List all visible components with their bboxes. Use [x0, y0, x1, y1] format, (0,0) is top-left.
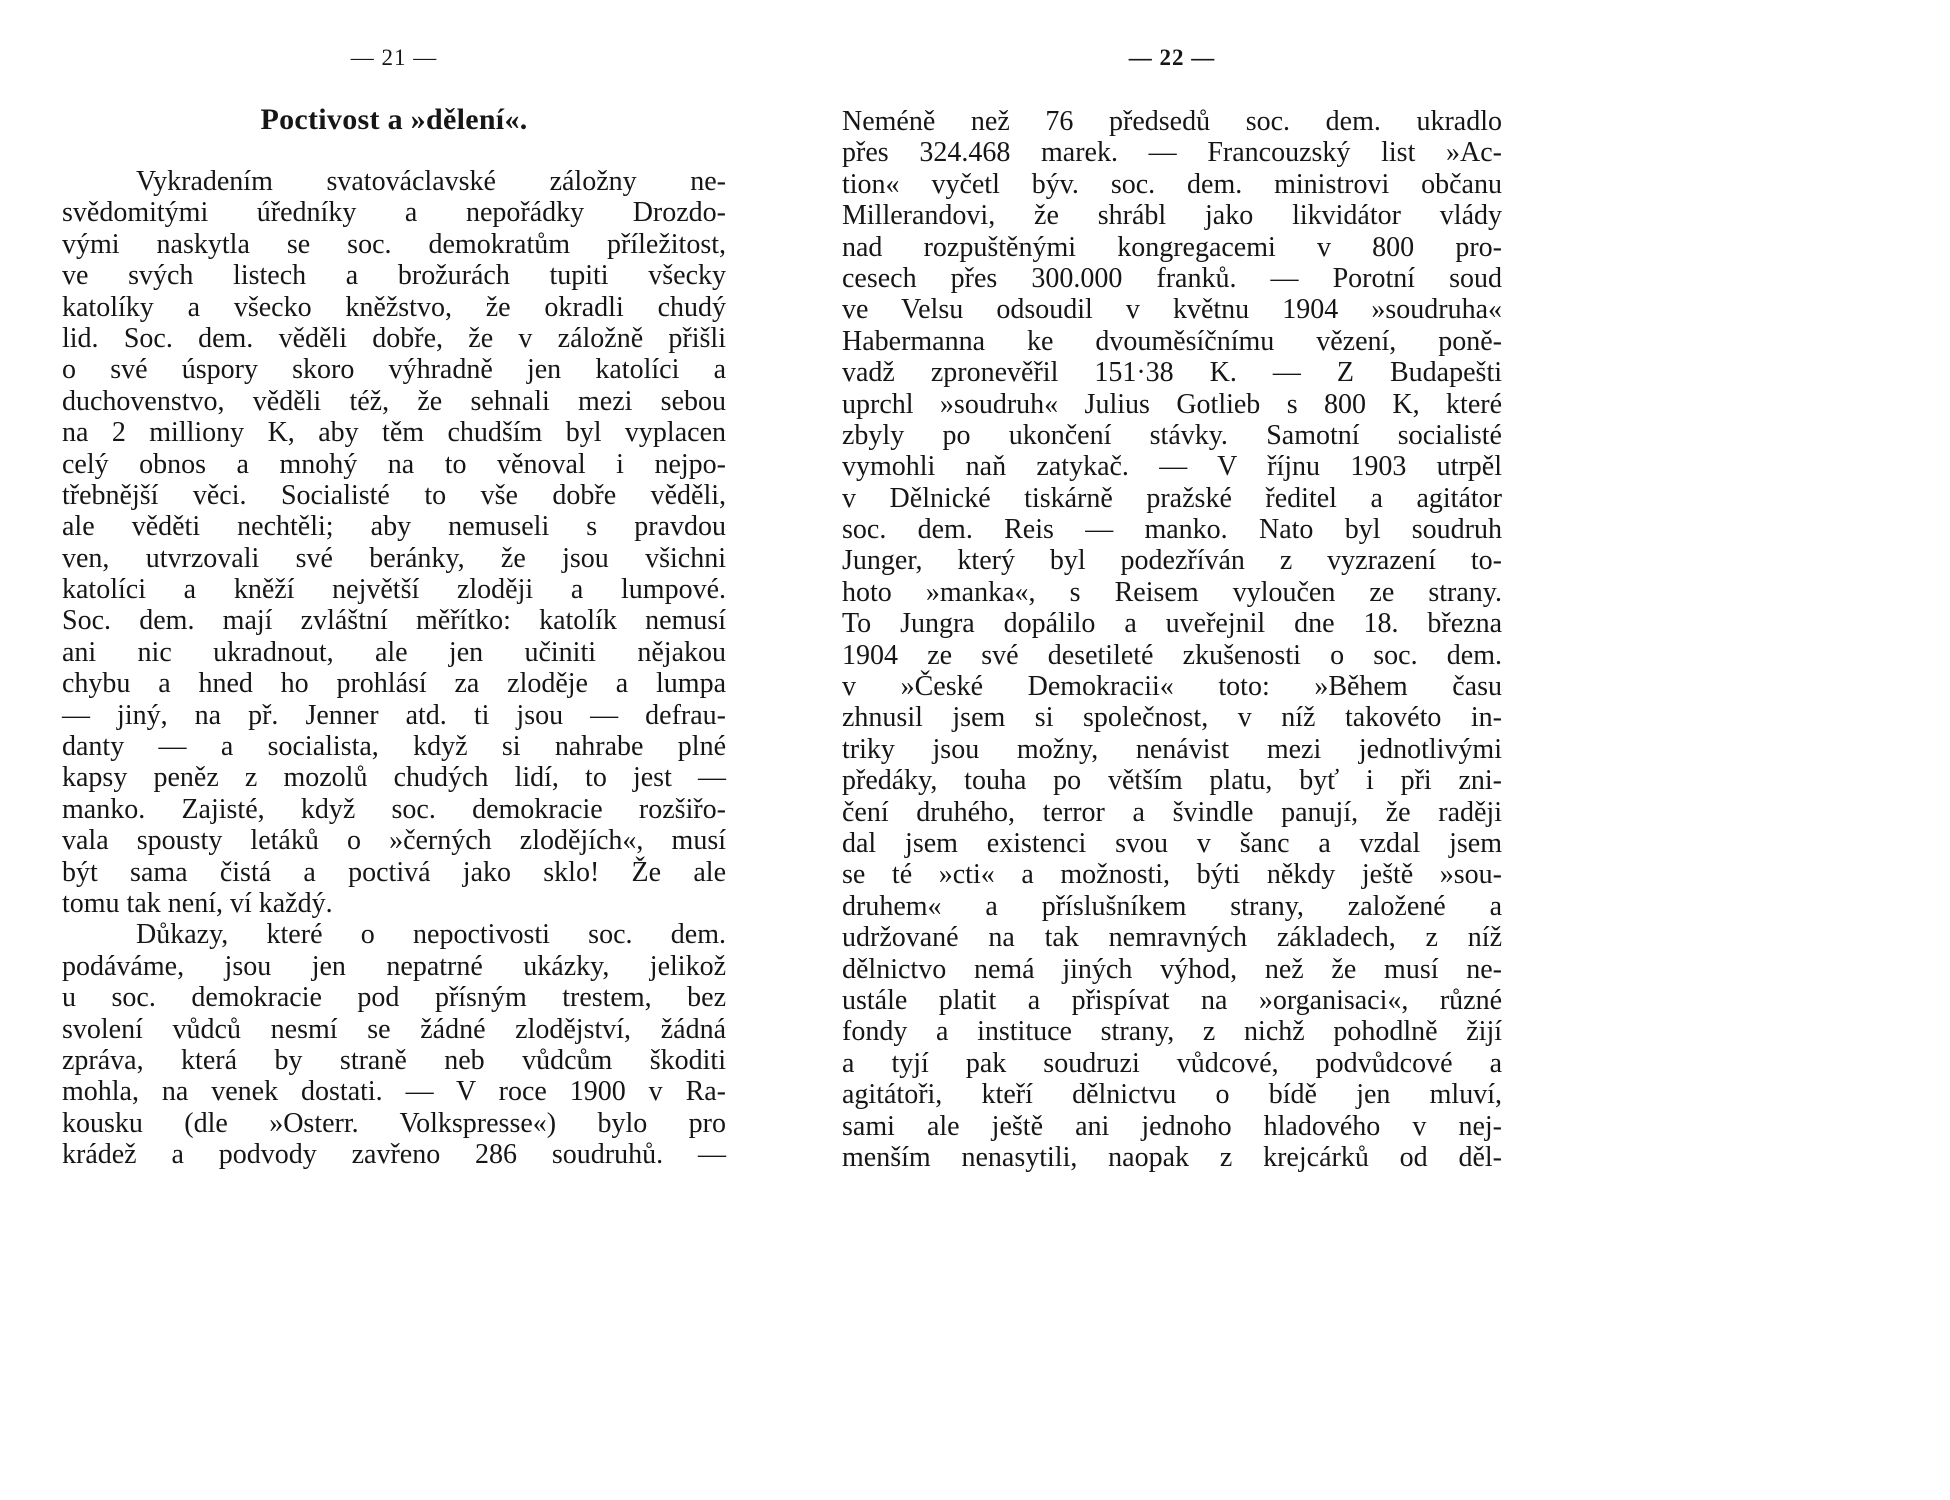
text-line: Soc. dem. mají zvláštní měřítko: katolík nemusí [62, 605, 726, 637]
page-number-left: — 21 — [350, 45, 438, 70]
text-line: druhem« a příslušníkem strany, založené a [842, 890, 1502, 922]
text-line: na 2 milliony K, aby těm chudším byl vyplacen [62, 417, 726, 449]
text-line: ani nic ukradnout, ale jen učiniti nějakou [62, 636, 726, 668]
text-line: ale věděti nechtěli; aby nemuseli s pravdou [62, 511, 726, 543]
right-page [842, 0, 1502, 1208]
text-line: manko. Zajisté, když soc. demokracie rozšiřo- [62, 793, 726, 825]
text-line: Vykradením svatováclavské záložny ne- [136, 166, 726, 197]
text-line: dal jsem existenci svou v šanc a vzdal jsem [842, 827, 1502, 859]
text-line: čení druhého, terror a švindle panují, že raději [842, 796, 1502, 828]
text-line: zbyly po ukončení stávky. Samotní socialisté [842, 419, 1502, 451]
text-line: lid. Soc. dem. věděli dobře, že v záložně přišli [62, 322, 726, 354]
left-page [62, 0, 726, 1208]
text-line: krádež a podvody zavřeno 286 soudruhů. — [62, 1139, 726, 1171]
text-line: předáky, touha po větším platu, byť i při zni- [842, 765, 1502, 797]
text-line: o své úspory skoro výhradně jen katolíci a [62, 354, 726, 386]
text-line: podáváme, jsou jen nepatrné ukázky, jelikož [62, 950, 726, 982]
text-line: ustále platit a přispívat na »organisaci«, různé [842, 984, 1502, 1016]
right-page-text [842, 106, 1502, 1173]
text-line: tomu tak není, ví každý. [62, 887, 333, 919]
text-line: menším nenasytili, naopak z krejcárků od děl- [842, 1141, 1502, 1173]
text-line: dělnictvo nemá jiných výhod, než že musí ne- [842, 953, 1502, 985]
text-line: přes 324.468 marek. — Francouzský list »Ac- [842, 137, 1502, 169]
text-line: svědomitými úředníky a nepořádky Drozdo- [62, 197, 726, 229]
text-line: kapsy peněz z mozolů chudých lidí, to jest — [62, 762, 726, 794]
chapter-heading: Poctivost a »dělení«. [260, 103, 528, 136]
left-page-text [62, 166, 726, 1171]
text-line: To Jungra dopálilo a uveřejnil dne 18. března [842, 608, 1502, 640]
text-line: vými naskytla se soc. demokratům příležitost, [62, 228, 726, 260]
text-line: duchovenstvo, věděli též, že sehnali mezi sebou [62, 385, 726, 417]
text-line: nad rozpuštěnými kongregacemi v 800 pro- [842, 231, 1502, 263]
text-line: u soc. demokracie pod přísným trestem, bez [62, 982, 726, 1014]
text-line: ve Velsu odsoudil v květnu 1904 »soudruha« [842, 294, 1502, 326]
text-line: se té »cti« a možnosti, býti někdy ještě »sou- [842, 859, 1502, 891]
text-line: cesech přes 300.000 franků. — Porotní soud [842, 262, 1502, 294]
page-number-right: — 22 — [1128, 45, 1216, 70]
text-line: ven, utvrzovali své beránky, že jsou všichni [62, 542, 726, 574]
text-line: ve svých listech a brožurách tupiti všecky [62, 260, 726, 292]
text-line: celý obnos a mnohý na to věnoval i nejpo- [62, 448, 726, 480]
text-line: agitátoři, kteří dělnictvu o bídě jen mluví, [842, 1079, 1502, 1111]
text-line: svolení vůdců nesmí se žádné zlodějství, žádná [62, 1013, 726, 1045]
text-line: mohla, na venek dostati. — V roce 1900 v Ra- [62, 1076, 726, 1108]
text-line: fondy a instituce strany, z nichž pohodlně žijí [842, 1016, 1502, 1048]
text-line: Millerandovi, že shrábl jako likvidátor vlády [842, 200, 1502, 232]
text-line: vala spousty letáků o »černých zlodějích«, musí [62, 825, 726, 857]
text-line: Habermanna ke dvouměsíčnímu vězení, poně- [842, 325, 1502, 357]
text-line: třebnější věci. Socialisté to vše dobře věděli, [62, 479, 726, 511]
text-line: Neméně než 76 předsedů soc. dem. ukradlo [842, 106, 1502, 137]
text-line: uprchl »soudruh« Julius Gotlieb s 800 K, které [842, 388, 1502, 420]
text-line: 1904 ze své desetileté zkušenosti o soc. dem. [842, 639, 1502, 671]
text-line: Junger, který byl podezříván z vyzrazení to- [842, 545, 1502, 577]
text-line: vymohli naň zatykač. — V říjnu 1903 utrpěl [842, 451, 1502, 483]
text-line: soc. dem. Reis — manko. Nato byl soudruh [842, 514, 1502, 546]
text-line: tion« vyčetl býv. soc. dem. ministrovi občanu [842, 168, 1502, 200]
text-line: — jiný, na př. Jenner atd. ti jsou — defrau- [62, 699, 726, 731]
text-line: a tyjí pak soudruzi vůdcové, podvůdcové a [842, 1047, 1502, 1079]
text-line: Důkazy, které o nepoctivosti soc. dem. [136, 919, 726, 951]
text-line: být sama čistá a poctivá jako sklo! Že ale [62, 856, 726, 888]
text-line: katolíci a kněží největší zloději a lumpové. [62, 574, 726, 606]
text-line: kousku (dle »Osterr. Volkspresse«) bylo pro [62, 1107, 726, 1139]
text-line: hoto »manka«, s Reisem vyloučen ze strany. [842, 576, 1502, 608]
text-line: triky jsou možny, nenávist mezi jednotlivými [842, 733, 1502, 765]
text-line: v »České Demokracii« toto: »Během času [842, 671, 1502, 703]
text-line: zhnusil jsem si společnost, v níž takovéto in- [842, 702, 1502, 734]
text-line: vadž zpronevěřil 151·38 K. — Z Budapešti [842, 357, 1502, 389]
text-line: katolíky a všecko kněžstvo, že okradli chudý [62, 291, 726, 323]
text-line: v Dělnické tiskárně pražské ředitel a agitátor [842, 482, 1502, 514]
text-line: danty — a socialista, když si nahrabe plné [62, 731, 726, 763]
text-line: udržované na tak nemravných základech, z níž [842, 922, 1502, 954]
text-line: chybu a hned ho prohlásí za zloděje a lumpa [62, 668, 726, 700]
text-line: zpráva, která by straně neb vůdcům škoditi [62, 1044, 726, 1076]
text-line: sami ale ještě ani jednoho hladového v nej- [842, 1110, 1502, 1142]
